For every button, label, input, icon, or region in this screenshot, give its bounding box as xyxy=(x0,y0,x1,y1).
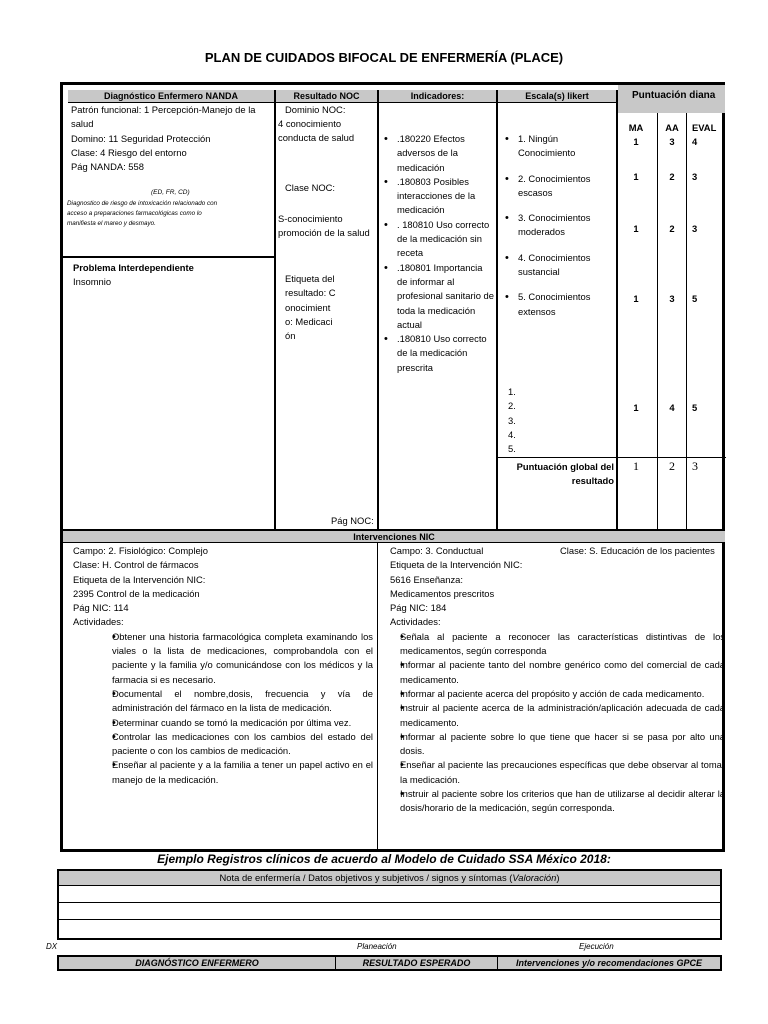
nanda-patron: Patrón funcional: 1 Percepción-Manejo de la salud xyxy=(71,104,256,130)
activity-item: • Obtener una historia farmacológica completa examinando los viales o la lista de medicaciones, comprobandola con el paciente y la familia y/o comunicándose con los médicos y la farmacia si es necesario. xyxy=(112,630,373,687)
label-planeacion: Planeación xyxy=(357,942,397,951)
numbered-item: 2. xyxy=(508,400,516,412)
indicadores-list xyxy=(381,132,495,375)
nota-table xyxy=(57,869,722,940)
col-aa: AA xyxy=(665,122,679,133)
header-noc: Resultado NOC xyxy=(276,90,377,103)
escala-item: • 5. Conocimientos extensos xyxy=(502,290,614,319)
puntuacion-global: Puntuación global del resultado xyxy=(516,461,614,487)
nic-right-intervencion: 5616 Enseñanza: xyxy=(390,573,463,585)
activity-item: • Instruir al paciente acerca de la administración/aplicación adecuada de cada medicamento. xyxy=(400,701,725,730)
indicador-item: • .180220 Efectos adversos de la medicación xyxy=(381,132,495,175)
score-cell: 1 xyxy=(633,171,639,182)
header-nanda: Diagnóstico Enfermero NANDA xyxy=(68,90,274,103)
nic-right-etiqueta: Etiqueta de la Intervención NIC: xyxy=(390,559,523,571)
nanda-dominio: Domino: 11 Seguridad Protección xyxy=(71,132,211,144)
score-cell: 5 xyxy=(692,293,698,304)
nanda-info xyxy=(71,103,271,174)
escala-item: • 2. Conocimientos escasos xyxy=(502,172,614,201)
bottom-resultado: RESULTADO ESPERADO xyxy=(336,957,498,969)
care-plan-table xyxy=(60,82,725,852)
nic-right-pag: Pág NIC: 184 xyxy=(390,602,447,614)
problema-title: Problema Interdependiente xyxy=(73,262,194,273)
nic-right-campo-row xyxy=(390,544,725,558)
score-cell: 3 xyxy=(669,136,675,147)
nota-row xyxy=(59,886,720,903)
indicador-item: • .180803 Posibles interacciones de la medicación xyxy=(381,175,495,218)
escala-list xyxy=(502,132,614,319)
activity-item: • Enseñar al paciente las precauciones específicas que debe observar al tomar la medicación. xyxy=(400,758,725,787)
global-score: 3 xyxy=(692,459,698,473)
noc-dominio-value: 4 conocimiento conducta de salud xyxy=(278,118,355,144)
nanda-pag: Pág NANDA: 558 xyxy=(71,161,144,173)
score-cell: 1 xyxy=(633,293,639,304)
col-ma: MA xyxy=(628,122,644,133)
numbered-item: 4. xyxy=(508,428,516,440)
nic-left xyxy=(73,544,373,787)
nic-right-campo: Campo: 3. Conductual xyxy=(390,545,484,556)
nic-left-intervencion: 2395 Control de la medicación xyxy=(73,587,200,599)
escala-item: • 1. Ningún Conocimiento xyxy=(502,132,614,161)
nanda-clase: Clase: 4 Riesgo del entorno xyxy=(71,146,187,158)
header-escala: Escala(s) likert xyxy=(498,90,616,103)
nota-row xyxy=(59,920,720,937)
bottom-intervenciones: Intervenciones y/o recomendaciones GPCE xyxy=(515,958,703,968)
activity-item: • Informar al paciente tanto del nombre genérico como del comercial de cada medicamento. xyxy=(400,658,725,687)
indicador-item: • . 180810 Uso correcto de la medicación sin receta xyxy=(381,218,495,261)
activity-item: • Instruir al paciente sobre los criterios que han de utilizarse al decidir alterar la dosis/horario de la medicación, según corresponda. xyxy=(400,787,725,816)
global-score: 2 xyxy=(669,459,675,473)
nota-header xyxy=(59,871,720,886)
nic-left-actividades: Actividades: xyxy=(73,616,124,628)
score-cell: 1 xyxy=(633,136,639,147)
numbered-list xyxy=(508,385,516,456)
noc-pag: Pág NOC: xyxy=(331,515,374,526)
col-eval: EVAL xyxy=(692,122,717,133)
score-cell: 2 xyxy=(669,171,675,182)
nic-right-activities xyxy=(390,630,725,816)
numbered-item: 3. xyxy=(508,414,516,426)
escala-item: • 3. Conocimientos moderados xyxy=(502,211,614,240)
activity-item: • Informar al paciente acerca del propósito y acción de cada medicamento. xyxy=(400,687,725,701)
nic-left-etiqueta: Etiqueta de la Intervención NIC: xyxy=(73,573,206,585)
noc-clase-value: S-conocimiento promoción de la salud xyxy=(278,213,370,239)
noc-dominio: Dominio NOC: xyxy=(285,104,346,115)
global-score: 1 xyxy=(633,459,639,473)
escala-item: • 4. Conocimientos sustancial xyxy=(502,251,614,280)
problema-value: Insomnio xyxy=(73,276,112,287)
nic-left-pag: Pág NIC: 114 xyxy=(73,602,129,614)
nic-header: Intervenciones NIC xyxy=(63,531,725,543)
activity-item: • Enseñar al paciente y a la familia a tener un papel activo en el manejo de la medicación. xyxy=(112,758,373,787)
score-cell: 3 xyxy=(669,293,675,304)
bottom-diagnostico: DIAGNÓSTICO ENFERMERO xyxy=(59,957,336,969)
score-cell: 2 xyxy=(669,223,675,234)
page-title: PLAN DE CUIDADOS BIFOCAL DE ENFERMERÍA (PLACE) xyxy=(204,50,564,65)
activity-item: • Informar al paciente sobre lo que tiene que hacer si se pasa por alto una dosis. xyxy=(400,730,725,759)
nic-left-campo: Campo: 2. Fisiológico: Complejo xyxy=(73,545,208,556)
score-cell: 4 xyxy=(669,402,675,413)
header-indicadores: Indicadores: xyxy=(379,90,496,103)
nic-right-intervencion2: Medicamentos prescritos xyxy=(390,587,495,599)
activity-item: • Controlar las medicaciones con los cambios del estado del paciente o con los cambios de medicación. xyxy=(112,730,373,759)
bottom-header xyxy=(57,955,722,971)
nota-end: ) xyxy=(556,872,560,883)
nic-right-clase: Clase: S. Educación de los pacientes xyxy=(560,545,715,556)
activity-item: • Documental el nombre,dosis, frecuencia y vía de administración del fármaco en la lista de medicación. xyxy=(112,687,373,716)
indicador-item: • .180801 Importancia de informar al profesional sanitario de toda la medicación actual xyxy=(381,261,495,332)
nic-right xyxy=(390,544,725,816)
label-dx: DX xyxy=(46,942,58,951)
activity-item: • Señala al paciente a reconocer las características distintivas de los medicamentos, según corresponda xyxy=(400,630,725,659)
label-ejecucion: Ejecución xyxy=(579,942,614,951)
score-cell: 5 xyxy=(692,402,698,413)
nota-italic: Valoración xyxy=(512,872,557,883)
numbered-item: 5. xyxy=(508,443,516,455)
nic-left-clase: Clase: H. Control de fármacos xyxy=(73,559,199,571)
nanda-ed: (ED, FR, CD) xyxy=(151,189,190,196)
nanda-diagnostico: Diagnostico de riesgo de intoxicación relacionado con acceso a preparaciones farmacológicas como lo manifiesta el mareo y desmayo. xyxy=(67,200,218,227)
score-cell: 3 xyxy=(692,171,698,182)
nic-left-activities xyxy=(73,630,373,787)
numbered-item: 1. xyxy=(508,386,516,397)
nota-row xyxy=(59,903,720,920)
activity-item: • Determinar cuando se tomó la medicación por última vez. xyxy=(112,716,373,730)
nic-right-actividades: Actividades: xyxy=(390,616,441,628)
noc-clase: Clase NOC: xyxy=(285,182,336,193)
score-cell: 4 xyxy=(692,136,698,147)
header-puntuacion: Puntuación diana xyxy=(618,85,725,113)
score-cell: 1 xyxy=(633,402,639,413)
ejemplo-title: Ejemplo Registros clínicos de acuerdo al Modelo de Cuidado SSA México 2018: xyxy=(157,852,611,866)
noc-etiqueta: Etiqueta del resultado: Conocimiento: Medicación xyxy=(285,273,336,342)
score-cell: 3 xyxy=(692,223,698,234)
score-cell: 1 xyxy=(633,223,639,234)
nota-label: Nota de enfermería / Datos objetivos y subjetivos / signos y síntomas ( xyxy=(219,872,513,883)
indicador-item: • .180810 Uso correcto de la medicación prescrita xyxy=(381,332,495,375)
